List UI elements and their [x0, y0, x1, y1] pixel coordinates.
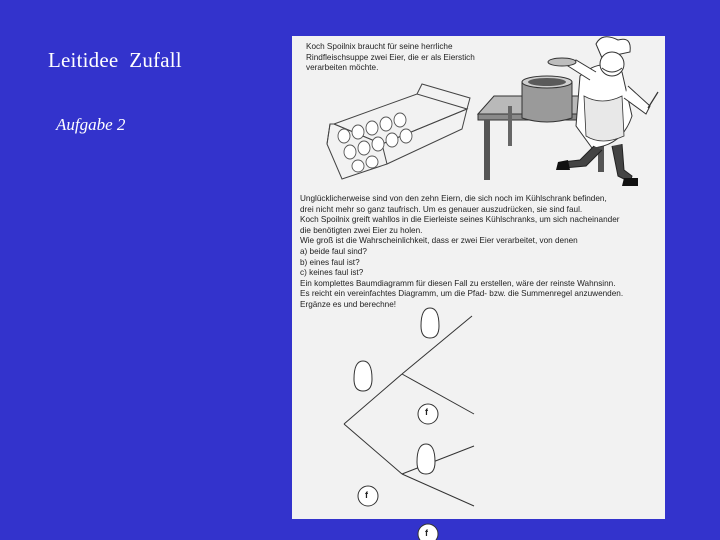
tree-branch [402, 374, 474, 414]
egg-icon [354, 361, 372, 391]
egg-carton-illustration [322, 84, 472, 194]
problem-line: c) keines faul ist? [300, 268, 364, 278]
egg-icon [421, 308, 439, 338]
tree-diagram [292, 296, 665, 519]
tree-branch [402, 474, 474, 506]
tree-branch [344, 374, 402, 424]
egg-icon [417, 444, 435, 474]
problem-line: die benötigten zwei Eier zu holen. [300, 225, 423, 235]
faulty-label: f [365, 490, 368, 500]
intro-line: Koch Spoilnix braucht für seine herrliche [306, 42, 453, 51]
problem-line: Wie groß ist die Wahrscheinlichkeit, dass er zwei Eier verarbeitet, von denen [300, 236, 578, 246]
problem-line: drei nicht mehr so ganz taufrisch. Um es genauer auszudrücken, sie sind faul. [300, 204, 583, 214]
slide-title: Leitidee Zufall [48, 48, 182, 72]
worksheet-page [292, 36, 665, 538]
problem-line: Es reicht ein vereinfachtes Diagramm, um die Pfad- bzw. die Summenregel anzuwenden. [300, 289, 624, 299]
outcome-circle [358, 486, 378, 506]
slide-subtitle: Aufgabe 2 [56, 115, 126, 134]
cook-illustration [472, 36, 665, 194]
outcome-circle [418, 404, 438, 424]
problem-text [300, 194, 660, 311]
faulty-label: f [425, 407, 428, 417]
tree-branch [402, 446, 474, 474]
intro-line: Rindfleischsuppe zwei Eier, die er als Eierstich [306, 52, 475, 62]
intro-line: verarbeiten möchte. [306, 63, 379, 73]
tree-branch [344, 424, 402, 474]
outcome-circle [418, 524, 438, 540]
problem-line: Koch Spoilnix greift wahllos in die Eierleiste seines Kühlschranks, um sich nacheinander [300, 215, 620, 225]
faulty-label: f [425, 528, 428, 538]
problem-line: Unglücklicherweise sind von den zehn Eiern, die sich noch im Kühlschrank befinden, [300, 194, 607, 203]
problem-line: Ein komplettes Baumdiagramm für diesen Fall zu erstellen, wäre der reinste Wahnsinn. [300, 278, 616, 288]
problem-line: b) eines faul ist? [300, 257, 360, 267]
problem-line: Ergänze es und berechne! [300, 299, 397, 309]
problem-line: a) beide faul sind? [300, 246, 367, 256]
